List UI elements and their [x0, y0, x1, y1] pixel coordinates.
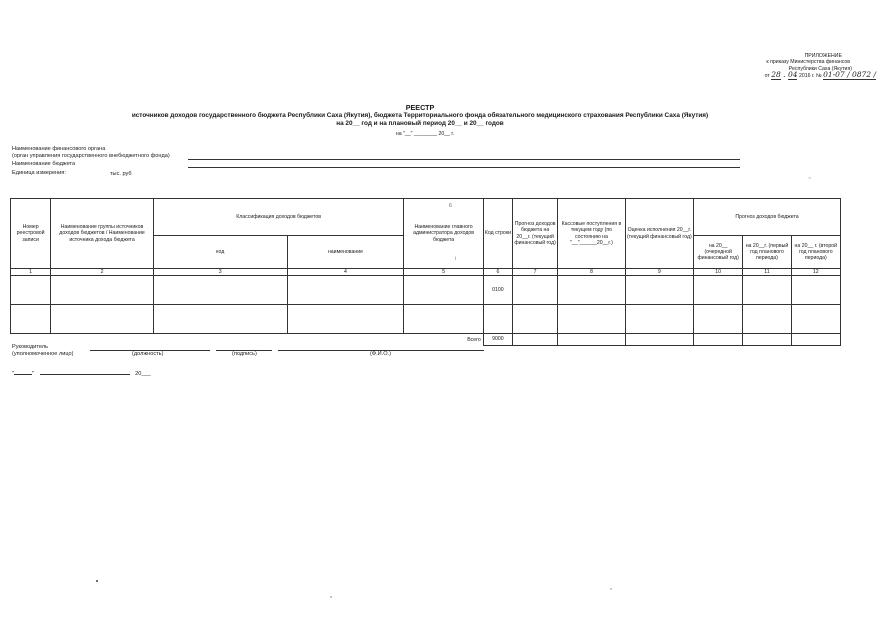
- column-number: 12: [791, 269, 840, 276]
- column-number: 7: [512, 269, 557, 276]
- position-caption: (должность): [132, 351, 164, 357]
- header-code: код: [153, 236, 287, 269]
- table-cell: [404, 305, 483, 334]
- column-number: 11: [743, 269, 791, 276]
- fin-body-label: Наименование финансового органа: [12, 146, 106, 152]
- table-cell: [287, 276, 404, 305]
- column-number-row: [11, 269, 841, 276]
- header-forecast-second: на 20__ г. (второй год планового периода): [791, 236, 840, 269]
- date-close-quote: ": [32, 371, 34, 377]
- header-forecast-first: на 20__г. (первый год планового периода): [743, 236, 791, 269]
- table-cell: [11, 276, 51, 305]
- header-group-name: Наименование группы источников доходов бюджетов / Наименование источника дохода бюджета: [51, 199, 154, 269]
- table-cell: [558, 305, 625, 334]
- title-heading: РЕЕСТР: [405, 103, 435, 112]
- table-cell: [51, 276, 154, 305]
- header-classification: Классификация доходов бюджетов: [153, 199, 404, 236]
- scan-speck: [330, 596, 332, 598]
- table-cell: [694, 276, 743, 305]
- table-cell: [51, 305, 154, 334]
- date-open-quote: ": [12, 371, 14, 377]
- approval-date-number: от 28 . 04 2016 г. № 01-07 / 0872 /: [764, 70, 876, 80]
- total-row: [11, 334, 841, 346]
- column-number: 9: [625, 269, 693, 276]
- date-year: 20___: [135, 371, 151, 377]
- fin-body-line: [188, 159, 740, 160]
- column-number: 8: [558, 269, 625, 276]
- signature-date: [12, 371, 151, 378]
- header-chief-admin: Наименование главного администратора доходов бюджета: [404, 199, 483, 269]
- table-cell: [743, 276, 791, 305]
- head-sublabel: (уполномоченное лицо): [12, 351, 74, 357]
- approval-order-ref: к приказу Министерства финансов: [766, 59, 850, 66]
- header-forecast-group: Прогноз доходов бюджета: [694, 199, 841, 236]
- header-forecast-next: на 20__ (очередной финансовый год): [694, 236, 743, 269]
- budget-line: [188, 167, 740, 168]
- head-label: Руководитель: [12, 344, 49, 350]
- table-cell: [512, 334, 557, 346]
- table-cell: [512, 276, 557, 305]
- table-row: [11, 276, 841, 305]
- table-cell: [791, 276, 840, 305]
- document-title: [110, 103, 730, 128]
- table-cell: [625, 276, 693, 305]
- unit-value: тыс. руб: [110, 171, 132, 177]
- row-line-code: 0100: [483, 276, 512, 305]
- table-cell: [558, 276, 625, 305]
- approval-from: от: [764, 73, 770, 80]
- stray-mark-comma: ~: [808, 176, 812, 182]
- row-line-code: [483, 305, 512, 334]
- unit-label: Единица измерения:: [12, 170, 66, 176]
- approval-day: 28: [771, 70, 781, 80]
- total-code: 9000: [483, 334, 512, 346]
- header-cash-receipts: Кассовые поступления в текущем году (по состоянию на "__"______20__г.): [558, 199, 625, 269]
- column-number: 10: [694, 269, 743, 276]
- as-of-date: на "__" ________ 20__ г.: [395, 131, 455, 137]
- title-line2: на 20__ год и на плановый период 20__ и 20__ годов: [336, 120, 504, 127]
- approval-title: ПРИЛОЖЕНИЕ: [804, 53, 842, 59]
- table-cell: [694, 305, 743, 334]
- approval-year-no: 2016 г. №: [798, 73, 822, 80]
- table-cell: [743, 334, 791, 346]
- total-label: Всего: [467, 336, 481, 343]
- table-cell: [791, 334, 840, 346]
- table-cell: [558, 334, 625, 346]
- table-row: [11, 305, 841, 334]
- stray-mark-i: i: [455, 256, 457, 262]
- table-cell: [287, 305, 404, 334]
- scan-speck: [96, 580, 98, 582]
- table-cell: [153, 276, 287, 305]
- column-number: 4: [287, 269, 404, 276]
- budget-label: Наименование бюджета: [12, 161, 76, 167]
- registry-table: [10, 198, 841, 346]
- approval-ministry: Республики Саха (Якутия): [788, 65, 852, 72]
- title-line1: источников доходов государственного бюджета Республики Саха (Якутия), бюджета Территориального фонда обязательного медицинского страхования Республики Саха (Якутия): [131, 112, 709, 119]
- table-cell: [11, 305, 51, 334]
- column-number: 2: [51, 269, 154, 276]
- table-cell: [153, 305, 287, 334]
- approval-block: [700, 53, 878, 80]
- column-number: 3: [153, 269, 287, 276]
- approval-number: 01-07 / 0872 /: [823, 70, 876, 80]
- stray-mark-6: 6: [449, 203, 452, 209]
- table-cell: [404, 276, 483, 305]
- fio-caption: (Ф.И.О.): [370, 351, 392, 357]
- table-cell: [694, 334, 743, 346]
- header-line-code: Код строки: [483, 199, 512, 269]
- table-cell: [625, 305, 693, 334]
- table-cell: [743, 305, 791, 334]
- approval-month: 04: [787, 70, 798, 80]
- table-cell: [625, 334, 693, 346]
- scan-speck: [610, 588, 612, 590]
- header-forecast-current: Прогноз доходов бюджета на 20__г. (текущий финансовый год): [512, 199, 557, 269]
- header-name: наименование: [287, 236, 404, 269]
- sign-caption: (подпись): [232, 351, 257, 357]
- column-number: 1: [11, 269, 51, 276]
- fin-body-sublabel: (орган управления государственного внебюджетного фонда): [12, 153, 170, 159]
- table-cell: [791, 305, 840, 334]
- table-cell: [512, 305, 557, 334]
- column-number: 5: [404, 269, 483, 276]
- header-reg-number: Номер реестровой записи: [11, 199, 51, 269]
- column-number: 6: [483, 269, 512, 276]
- header-execution-estimate: Оценка исполнения 20__г. (текущий финансовый год): [625, 199, 693, 269]
